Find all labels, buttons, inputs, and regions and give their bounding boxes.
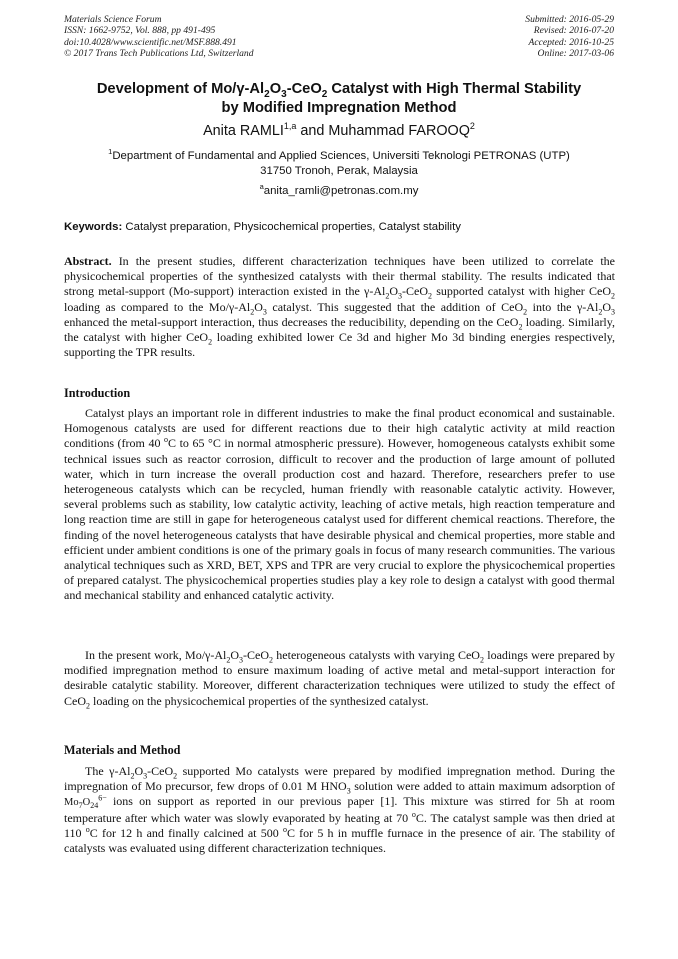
molybdate-ion-formula: $Mo_7O_{24}^{6-}$ <box>64 793 107 811</box>
author-list: Anita RAMLI$^{1,a}$ and Muhammad FAROOQ$^2$ <box>203 121 475 139</box>
keywords: Keywords: Catalyst preparation, Physicochemical properties, Catalyst stability <box>64 221 461 233</box>
keywords-label: Keywords: <box>64 221 123 233</box>
title-line-1: Development of $Mo/\gamma-Al_2O_3-CeO_2$ Catalyst with High Thermal Stability <box>96 81 582 100</box>
corresponding-email: $^a$anita_ramli@petronas.com.my <box>259 182 419 197</box>
section-heading-materials-method: Materials and Method <box>64 743 181 757</box>
journal-issn: ISSN: 1662-9752, Vol. 888, pp 491-495 <box>64 25 216 37</box>
online-date: Online: 2017-03-06 <box>537 48 614 60</box>
journal-name: Materials Science Forum <box>64 14 162 25</box>
abstract: Abstract. In the present studies, different characterization techniques have been utilized to correlate the physicochemical properties of the synthesized catalysts with their thermal stability. The results indicated that strong metal-support (Mo-support) interaction existed in the $\gamma-Al_2O_3-CeO_2$ supported catalyst with higher CeO$_2$ loading as compared to the $Mo/\gamma-Al_2O_3$ catalyst. This suggested that the addition of CeO$_2$ into the $\gamma-Al_2O_3$ enhanced the metal-support interaction, thus decreases the reducibility, depending on the CeO$_2$ loading. Similarly, the catalyst with higher CeO$_2$ loading exhibited lower Ce 3d and higher Mo 3d binding energies respectively, supporting the TPR results. <box>64 254 616 360</box>
abstract-label: Abstract. <box>64 254 112 268</box>
dates-info <box>525 14 614 60</box>
paper-title <box>40 80 638 118</box>
title-line-2: by Modified Impregnation Method <box>221 100 457 116</box>
introduction-paragraph-2: In the present work, $Mo/\gamma-Al_2O_3-CeO_2$ heterogeneous catalysts with varying CeO$_2$ loadings were prepared by modified impregnation method to ensure maximum loading of active metal and metal-support interaction for desirable catalytic stability. Moreover, different characterization techniques were utilized to study the effect of CeO$_2$ loading on the physicochemical properties of the synthesized catalyst. <box>64 648 615 710</box>
section-heading-introduction: Introduction <box>64 386 131 400</box>
journal-info <box>64 14 254 60</box>
revised-date: Revised: 2016-07-20 <box>533 25 614 37</box>
introduction-paragraph-1: Catalyst plays an important role in different industries to make the final product economical and sustainable. Homogenous catalysts are used for different reactions due to their high catalytic activity at mild reaction conditions (from 40 $^o$C to 65 °C in normal atmospheric pressure). However, homogeneous catalysts exhibit some technical issues such as reactor corrosion, difficult to recover and the production of large amount of polluted water, which in turn increase the overall production cost and hazard. Therefore, researchers prefer to use heterogeneous catalysts which can be recycled, human friendly with reasonable catalytic activity. However, several problems such as stability, low catalytic activity, leaching of active metals, high reaction temperature and long reaction time are still in gape for heterogeneous catalyst used for different chemical reactions. Therefore, the finding of the novel heterogeneous catalysts that have desirable physical and chemical properties, more stable and efficient under ambient conditions is one of the primary goals in focus of many research communities. The various analytical techniques such as XRD, BET, XPS and TPR are very crucial to explore the physicochemical properties of prepared catalyst. The physicochemical properties studies play a key role to design a catalyst with good thermal and mechanical stability and enhanced catalytic activity. <box>64 406 615 603</box>
journal-doi: doi:10.4028/www.scientific.net/MSF.888.491 <box>64 36 237 48</box>
affiliation: $^1$Department of Fundamental and Applied Sciences, Universiti Teknologi PETRONAS (UTP) 31750 Tronoh, Perak, Malaysia <box>108 147 570 177</box>
author-name: Anita RAMLI <box>203 123 284 139</box>
submitted-date: Submitted: 2016-05-29 <box>525 14 614 25</box>
journal-copyright: © 2017 Trans Tech Publications Ltd, Switzerland <box>64 48 254 60</box>
methods-paragraph: The $\gamma-Al_2O_3-CeO_2$ supported Mo catalysts were prepared by modified impregnation method. During the impregnation of Mo precursor, few drops of 0.01 M $HNO_3$ solution were added to attain maximum adsorption of $Mo_7O_{24}^{6-}$ ions on support as reported in our previous paper [1]. This mixture was stirred for 5h at room temperature after which water was slowly evaporated by heating at 70 $^o$C. The catalyst sample was then dried at 110 $^o$C for 12 h and finally calcined at 500 $^o$C for 5 h in muffle furnace in the presence of air. The stability of catalysts was evaluated using different characterization techniques. <box>64 764 615 856</box>
author-name: Muhammad FAROOQ <box>328 123 470 139</box>
accepted-date: Accepted: 2016-10-25 <box>528 36 614 48</box>
